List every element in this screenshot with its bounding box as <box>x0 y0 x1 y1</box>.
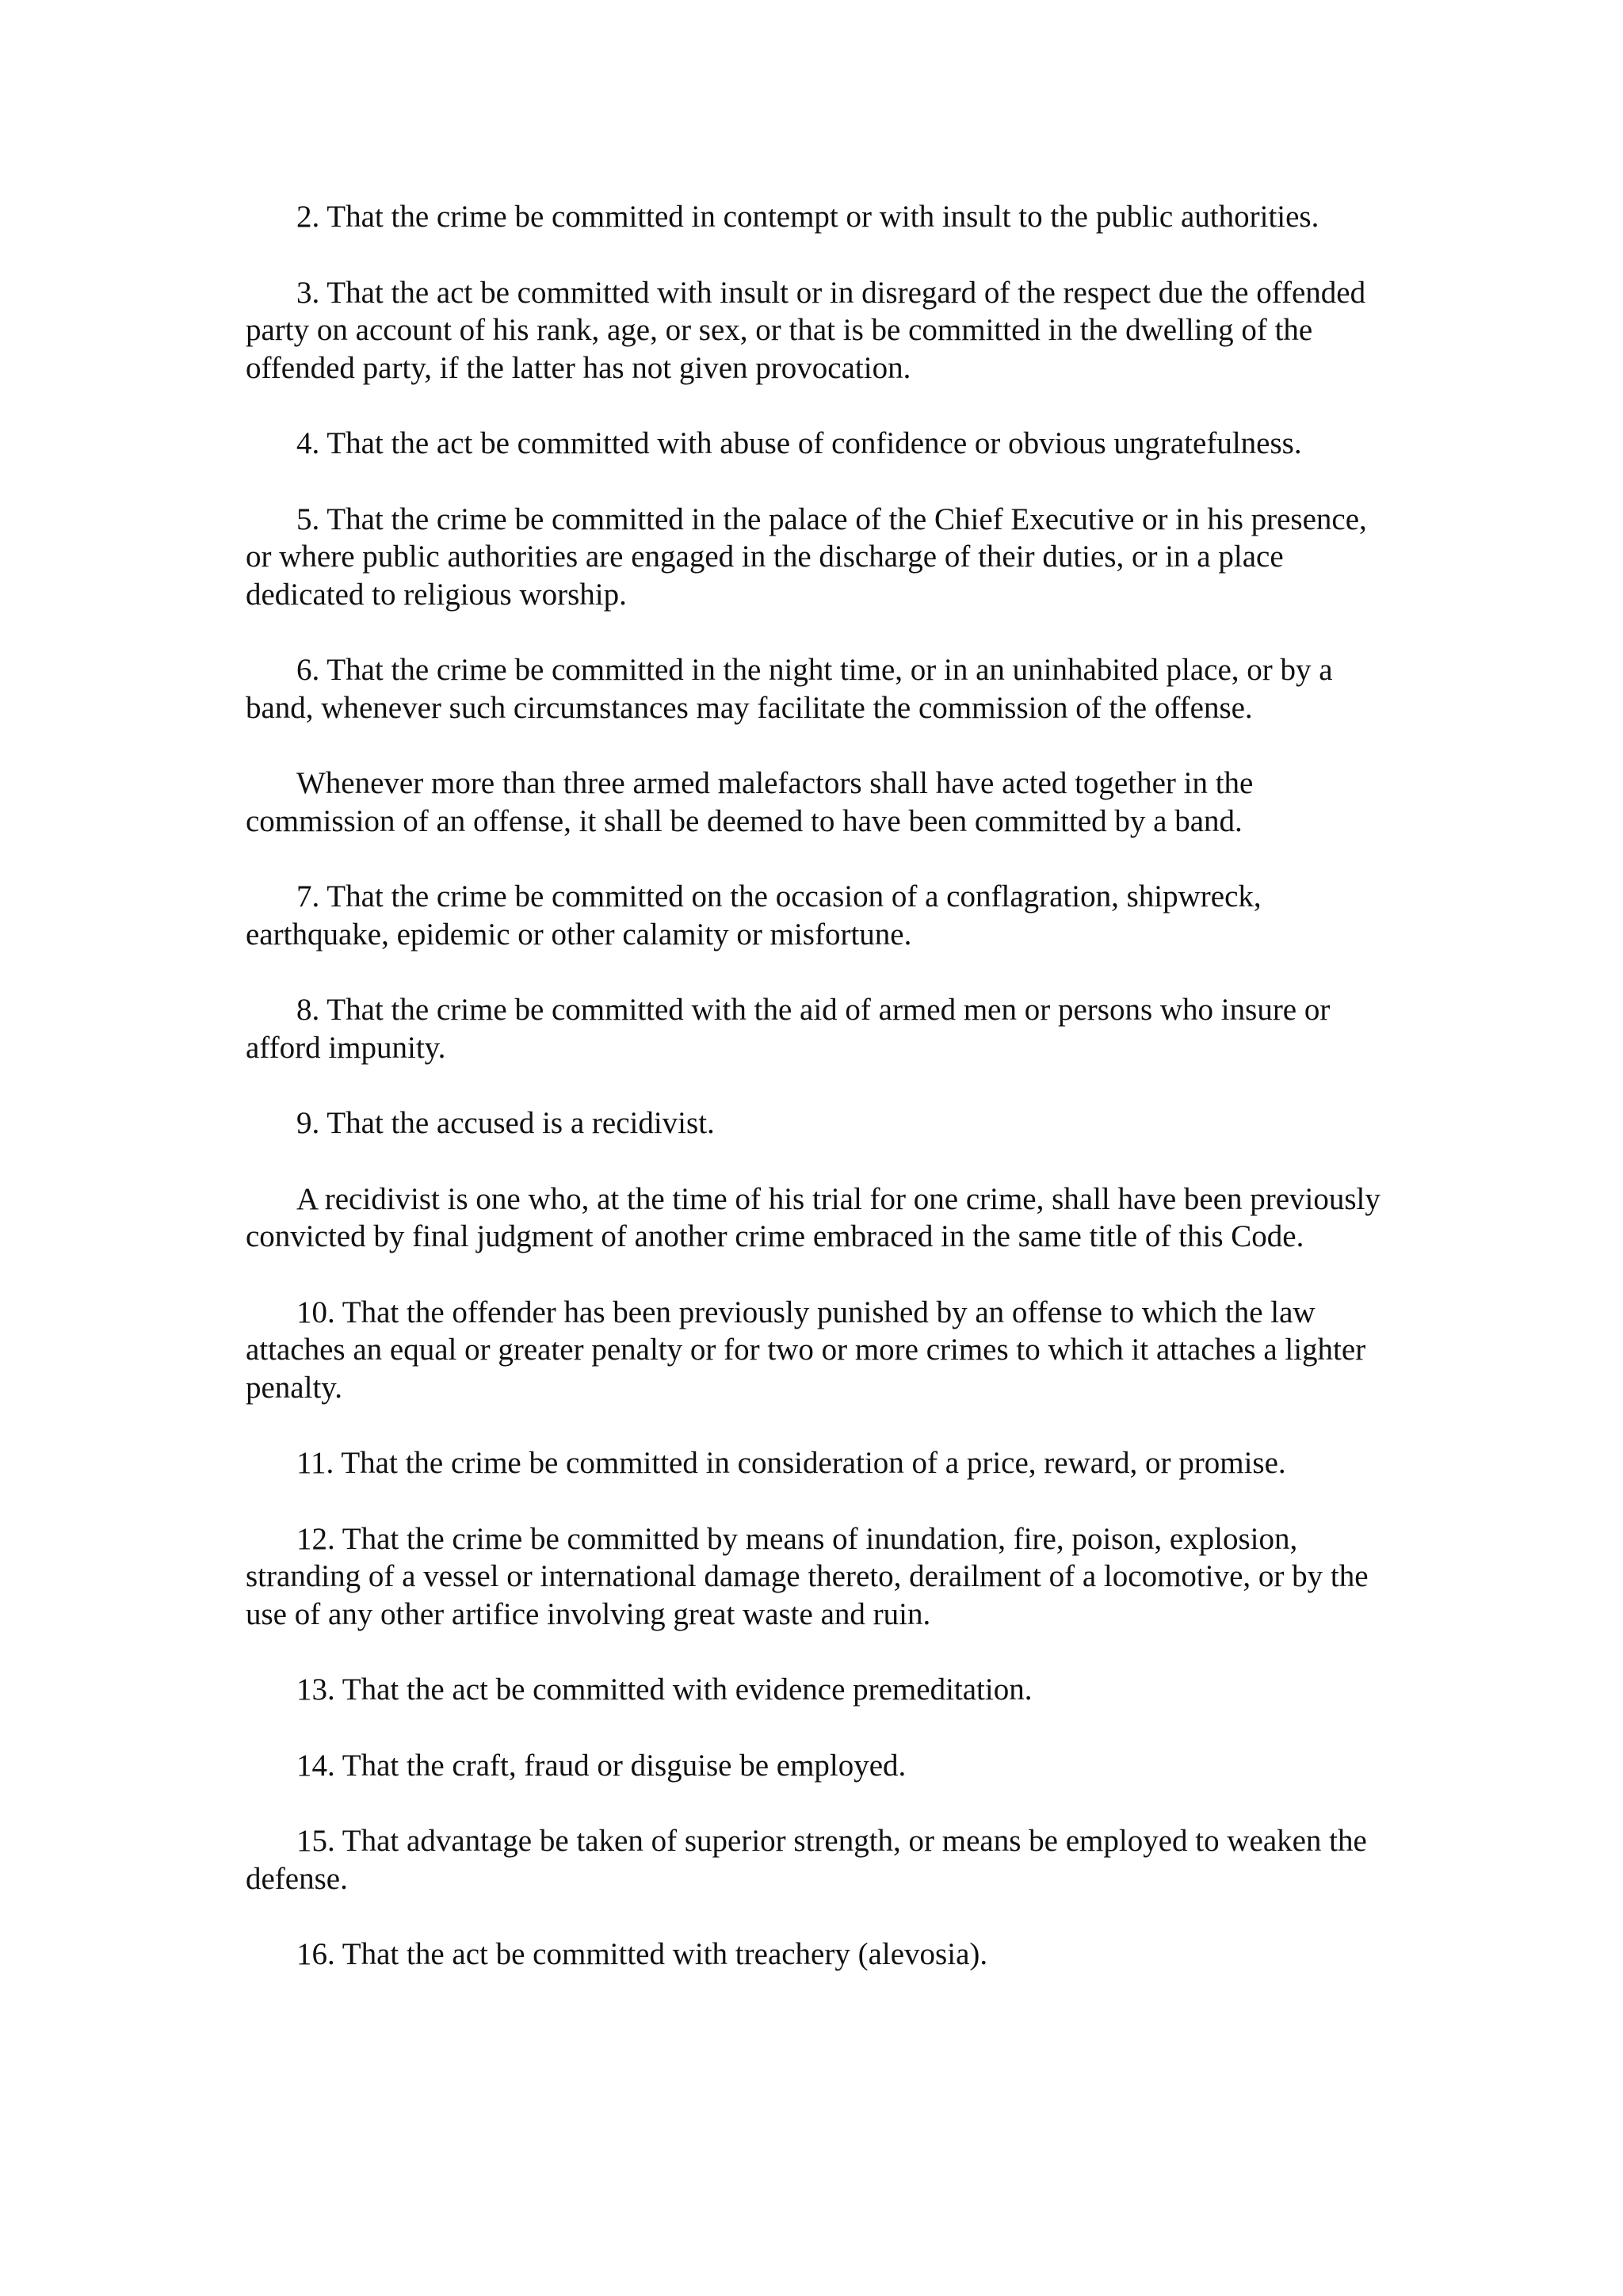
paragraph-item-16: 16. That the act be committed with treachery (alevosia). <box>296 1937 988 1971</box>
paragraph-item-6: 6. That the crime be committed in the night time, or in an uninhabited place, or by a band, whenever such circumstances may facilitate the commission of the offense. <box>246 653 1333 725</box>
paragraph-item-3: 3. That the act be committed with insult or in disregard of the respect due the offended party on account of his rank, age, or sex, or that is be committed in the dwelling of the offended party, if the latter has not given provocation. <box>246 275 1366 385</box>
paragraph-item-15: 15. That advantage be taken of superior strength, or means be employed to weaken the defense. <box>246 1824 1367 1896</box>
paragraph-item-10: 10. That the offender has been previously punished by an offense to which the law attaches an equal or greater penalty or for two or more crimes to which it attaches a lighter penalty. <box>246 1295 1366 1405</box>
paragraph-item-2: 2. That the crime be committed in contempt or with insult to the public authorities. <box>296 200 1319 234</box>
paragraph-item-11: 11. That the crime be committed in consideration of a price, reward, or promise. <box>296 1446 1286 1480</box>
paragraph-band-definition: Whenever more than three armed malefactors shall have acted together in the commission of an offense, it shall be deemed to have been committed by a band. <box>246 766 1254 838</box>
paragraph-item-13: 13. That the act be committed with evidence premeditation. <box>296 1672 1033 1707</box>
paragraph-item-14: 14. That the craft, fraud or disguise be employed. <box>296 1748 907 1783</box>
document-body <box>246 198 1395 2012</box>
paragraph-item-9: 9. That the accused is a recidivist. <box>296 1106 715 1140</box>
paragraph-item-12: 12. That the crime be committed by means of inundation, fire, poison, explosion, stranding of a vessel or international damage thereto, derailment of a locomotive, or by the use of any other artifice involving great waste and ruin. <box>246 1521 1369 1631</box>
paragraph-item-4: 4. That the act be committed with abuse of confidence or obvious ungratefulness. <box>296 426 1302 460</box>
paragraph-recidivist-definition: A recidivist is one who, at the time of his trial for one crime, shall have been previously convicted by final judgment of another crime embraced in the same title of this Code. <box>246 1181 1381 1253</box>
paragraph-item-8: 8. That the crime be committed with the aid of armed men or persons who insure or afford impunity. <box>246 993 1331 1065</box>
paragraph-item-7: 7. That the crime be committed on the occasion of a conflagration, shipwreck, earthquake, epidemic or other calamity or misfortune. <box>246 879 1262 952</box>
paragraph-item-5: 5. That the crime be committed in the palace of the Chief Executive or in his presence, or where public authorities are engaged in the discharge of their duties, or in a place dedicated to religious worship. <box>246 502 1367 612</box>
